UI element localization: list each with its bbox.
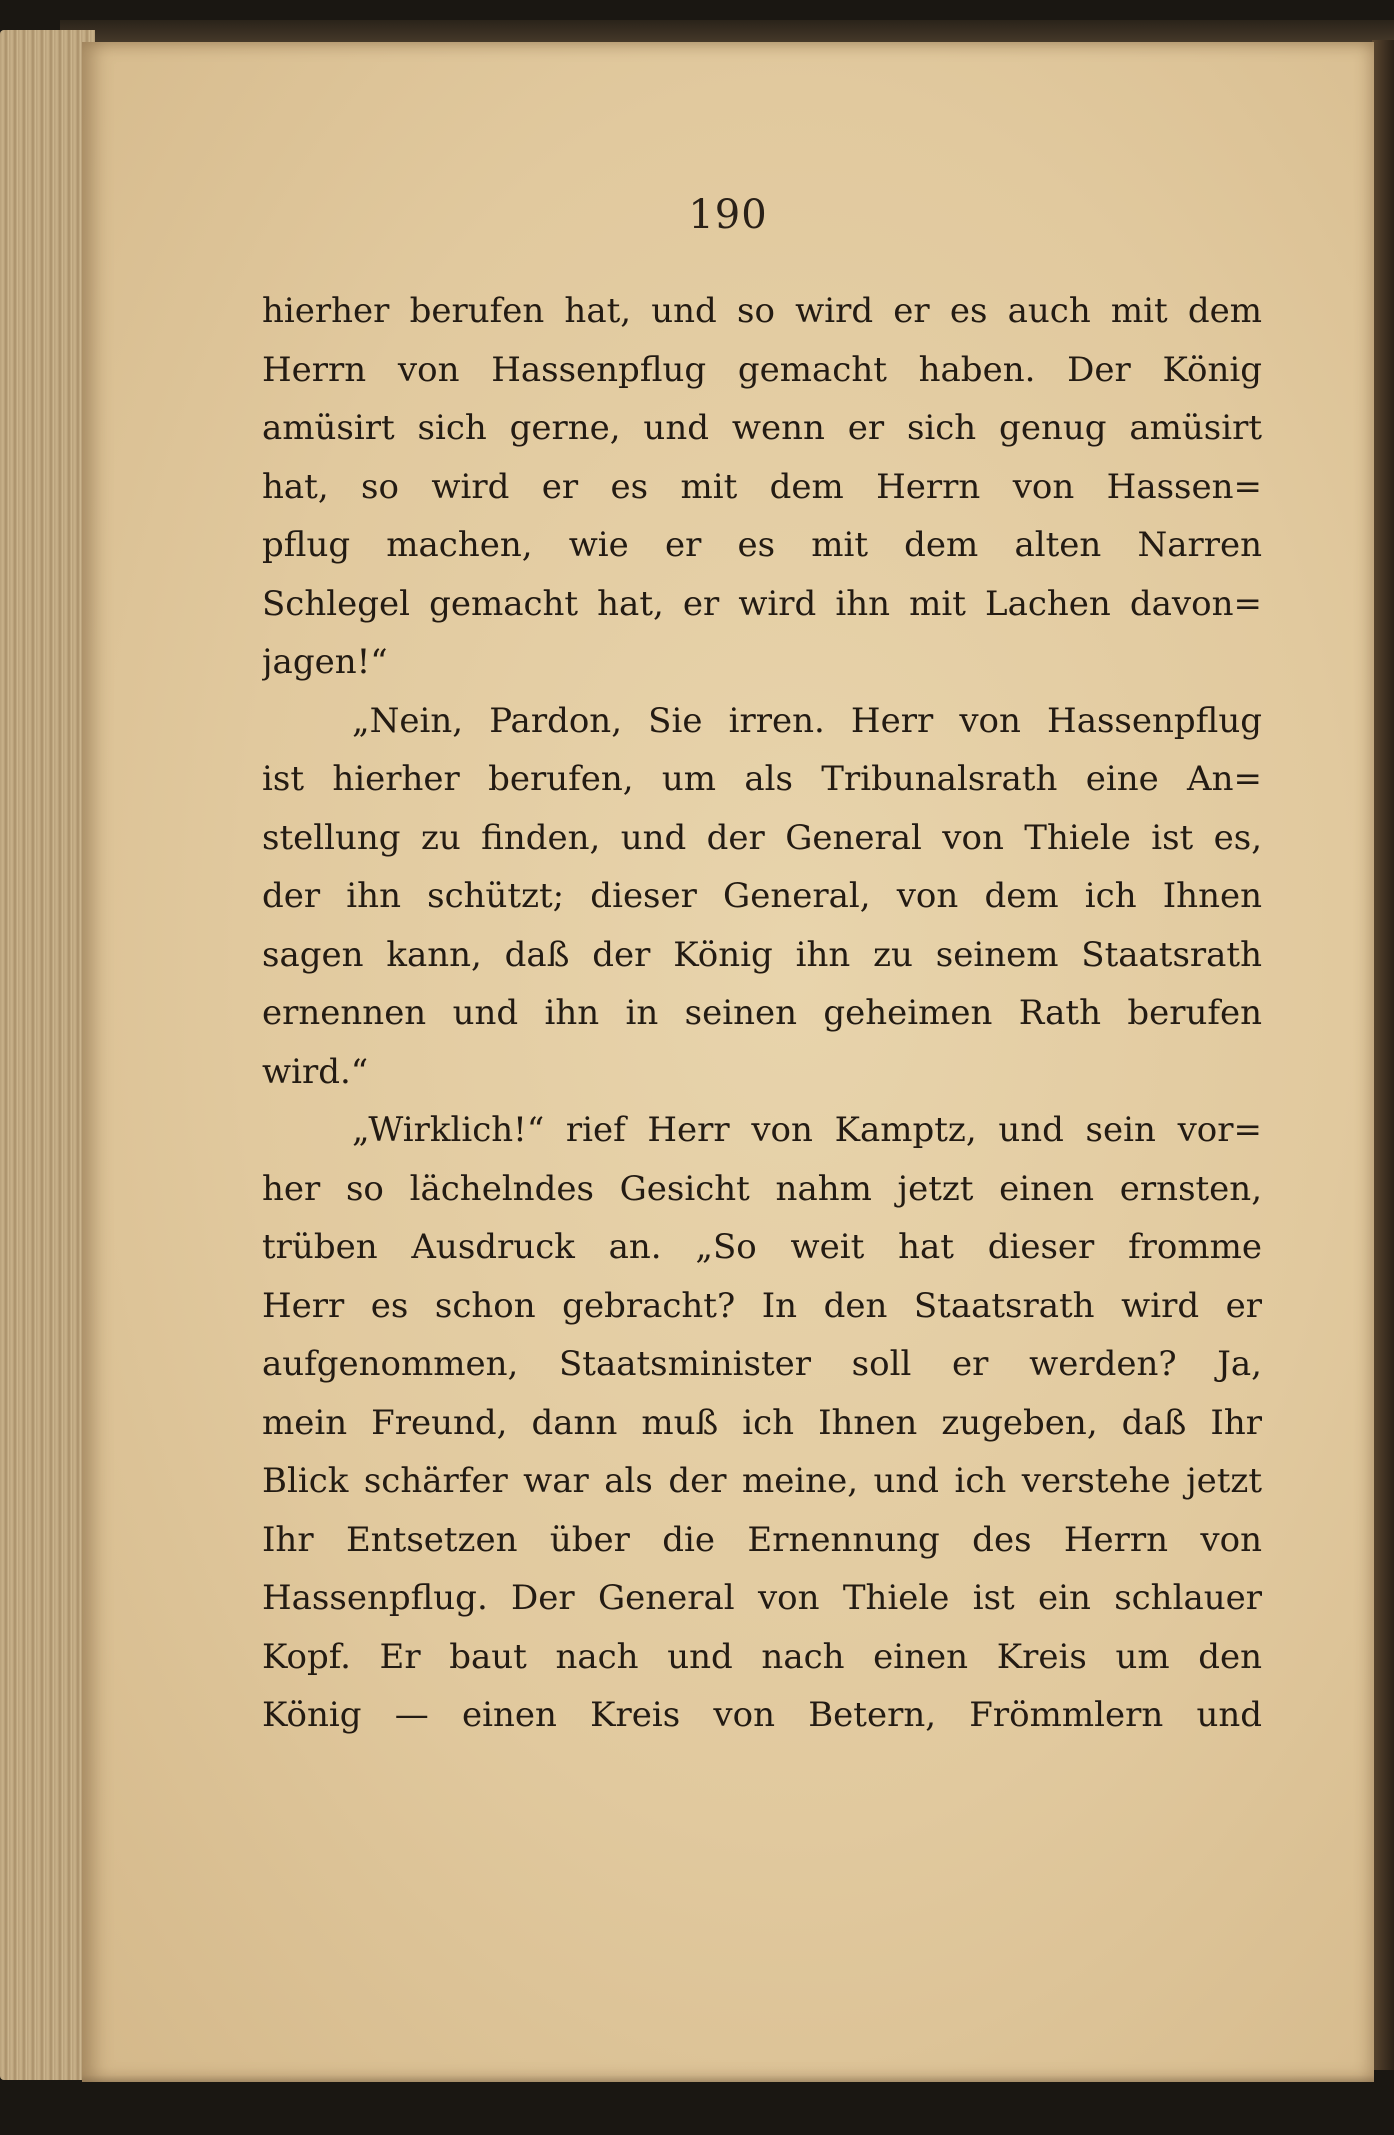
page-number: 190 <box>688 192 768 238</box>
text-line: stellung zu finden, und der General von Thiele ist es, <box>262 817 1262 858</box>
text-line: Blick schärfer war als der meine, und ich verstehe jetzt <box>262 1461 1262 1501</box>
bottom-shadow <box>82 2075 1394 2135</box>
book-cover-right-edge <box>1372 40 1394 2070</box>
text-line: König — einen Kreis von Betern, Frömmlern und <box>262 1695 1262 1735</box>
text-line: Herrn von Hassenpflug gemacht haben. Der König <box>262 349 1262 390</box>
text-line: hierher berufen hat, und so wird er es auch mit dem <box>262 291 1262 331</box>
text-line: „Wirklich!“ rief Herr von Kamptz, und sein vor= <box>352 1110 1262 1150</box>
text-line: wird.“ <box>262 1051 369 1092</box>
text-line: Hassenpflug. Der General von Thiele ist ein schlauer <box>262 1578 1262 1618</box>
body-text <box>262 282 1262 1745</box>
text-line: her so lächelndes Gesicht nahm jetzt einen ernsten, <box>262 1168 1262 1209</box>
text-line: ist hierher berufen, um als Tribunalsrath eine An= <box>262 759 1262 799</box>
text-line: „Nein, Pardon, Sie irren. Herr von Hassenpflug <box>352 700 1262 741</box>
book-page <box>82 42 1374 2082</box>
text-line: ernennen und ihn in seinen geheimen Rath berufen <box>262 993 1262 1033</box>
text-line: trüben Ausdruck an. „So weit hat dieser fromme <box>262 1227 1262 1267</box>
text-line: sagen kann, daß der König ihn zu seinem Staatsrath <box>262 934 1262 975</box>
text-line: amüsirt sich gerne, und wenn er sich genug amüsirt <box>262 408 1262 448</box>
text-line: Kopf. Er baut nach und nach einen Kreis um den <box>262 1636 1262 1677</box>
text-line: Schlegel gemacht hat, er wird ihn mit Lachen davon= <box>262 583 1262 624</box>
page-edges <box>0 30 95 2080</box>
text-line: jagen!“ <box>262 642 388 682</box>
text-line: mein Freund, dann muß ich Ihnen zugeben, daß Ihr <box>262 1402 1262 1443</box>
text-line: Herr es schon gebracht? In den Staatsrath wird er <box>262 1285 1262 1326</box>
text-line: pflug machen, wie er es mit dem alten Narren <box>262 525 1262 565</box>
text-line: der ihn schützt; dieser General, von dem ich Ihnen <box>262 876 1262 916</box>
text-line: Ihr Entsetzen über die Ernennung des Herrn von <box>262 1519 1262 1560</box>
text-line: hat, so wird er es mit dem Herrn von Hassen= <box>262 466 1262 507</box>
text-line: aufgenommen, Staatsminister soll er werden? Ja, <box>262 1344 1262 1384</box>
